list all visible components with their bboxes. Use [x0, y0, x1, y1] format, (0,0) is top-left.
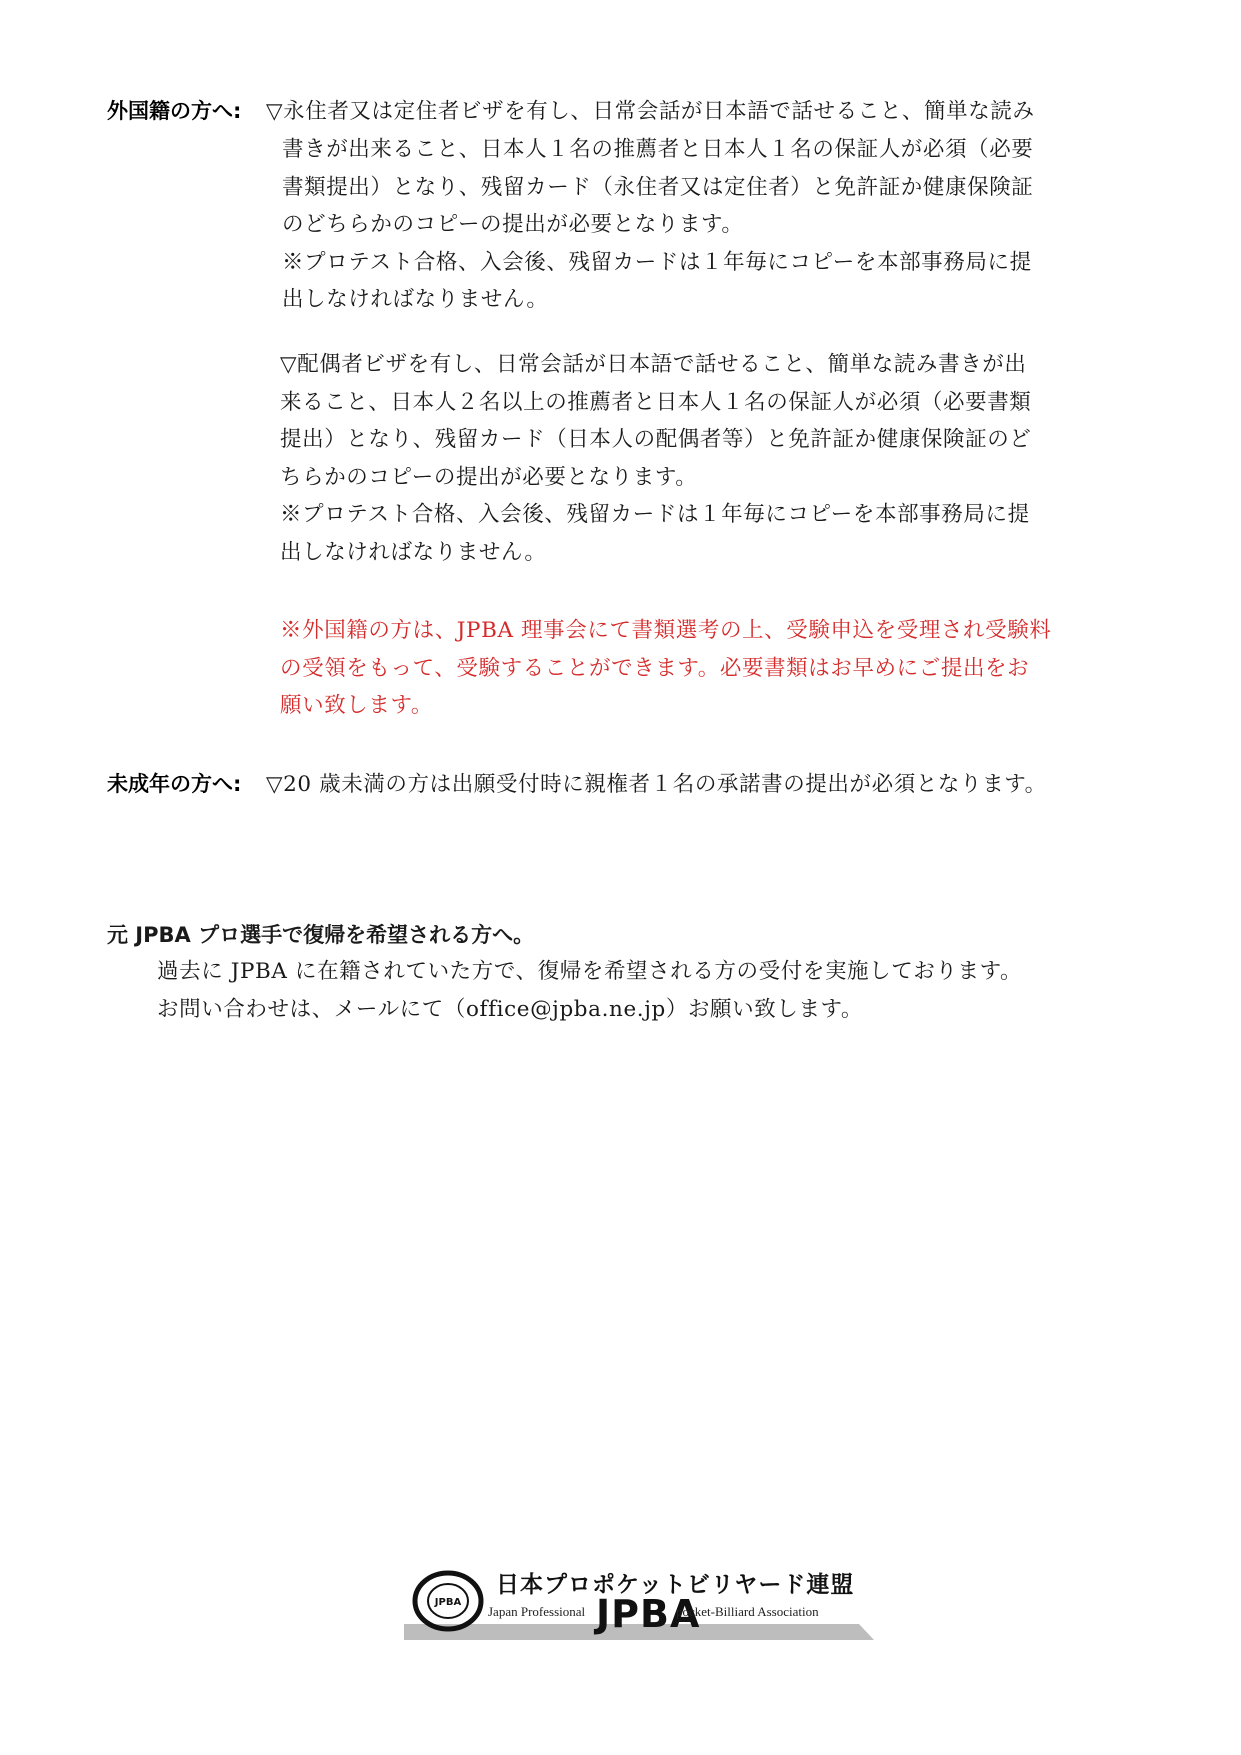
foreign-para2-line: 出しなければなりません。: [280, 539, 547, 565]
foreign-para2-line: ※プロテスト合格、入会後、残留カードは１年毎にコピーを本部事務局に提: [280, 502, 1030, 527]
foreign-notice-line: の受領をもって、受験することができます。必要書類はお早めにご提出をお: [280, 655, 1030, 681]
logo-seal-icon: [412, 1570, 484, 1632]
minor-text: ▽20 歳未満の方は出願受付時に親権者１名の承諾書の提出が必須となります。: [266, 772, 1047, 797]
foreign-notice-line: ※外国籍の方は、JPBA 理事会にて書類選考の上、受験申込を受理され受験料: [280, 618, 1052, 643]
foreign-notice: [280, 612, 1140, 725]
foreign-para1-line: 出しなければなりません。: [282, 287, 549, 312]
foreign-para2: [280, 346, 1140, 571]
former-heading: 元 JPBA プロ選手で復帰を希望される方へ。: [107, 923, 535, 947]
logo-name-en-left: Japan Professional: [488, 1604, 586, 1619]
former-body-line: 過去に JPBA に在籍されていた方で、復帰を希望される方の受付を実施しております。: [157, 959, 1023, 984]
foreign-para1-line: のどちらかのコピーの提出が必要となります。: [282, 212, 744, 237]
foreign-para1: [282, 131, 1142, 319]
foreign-para1-line: 書きが出来ること、日本人１名の推薦者と日本人１名の保証人が必須（必要: [282, 137, 1034, 162]
foreign-para2-line: ▽配偶者ビザを有し、日常会話が日本語で話せること、簡単な読み書きが出: [280, 352, 1027, 377]
logo-seal-text: JPBA: [434, 1597, 462, 1608]
foreign-label: 外国籍の方へ:: [107, 99, 242, 123]
foreign-para2-line: 来ること、日本人２名以上の推薦者と日本人１名の保証人が必須（必要書類: [280, 389, 1032, 415]
former-body-line: お問い合わせは、メールにて（office@jpba.ne.jp）お願い致します。: [157, 997, 864, 1022]
foreign-para1-line: 書類提出）となり、残留カード（永住者又は定住者）と免許証か健康保険証: [282, 174, 1034, 200]
foreign-para1-line: ※プロテスト合格、入会後、残留カードは１年毎にコピーを本部事務局に提: [282, 249, 1032, 275]
foreign-notice-line: 願い致します。: [280, 693, 433, 718]
jpba-logo: [404, 1562, 874, 1640]
foreign-para1-first-line: ▽永住者又は定住者ビザを有し、日常会話が日本語で話せること、簡単な読み: [266, 99, 1035, 124]
minor-label: 未成年の方へ:: [107, 772, 242, 796]
logo-abbr: JPBA: [596, 1592, 701, 1636]
logo-name-en-right: pocket-Billiard Association: [676, 1604, 819, 1619]
foreign-para2-line: 提出）となり、残留カード（日本人の配偶者等）と免許証か健康保険証のど: [280, 427, 1032, 452]
former-body: [157, 953, 1022, 1029]
foreign-para2-line: ちらかのコピーの提出が必要となります。: [280, 464, 698, 490]
logo-name-jp: 日本プロポケットビリヤード連盟: [496, 1572, 855, 1598]
